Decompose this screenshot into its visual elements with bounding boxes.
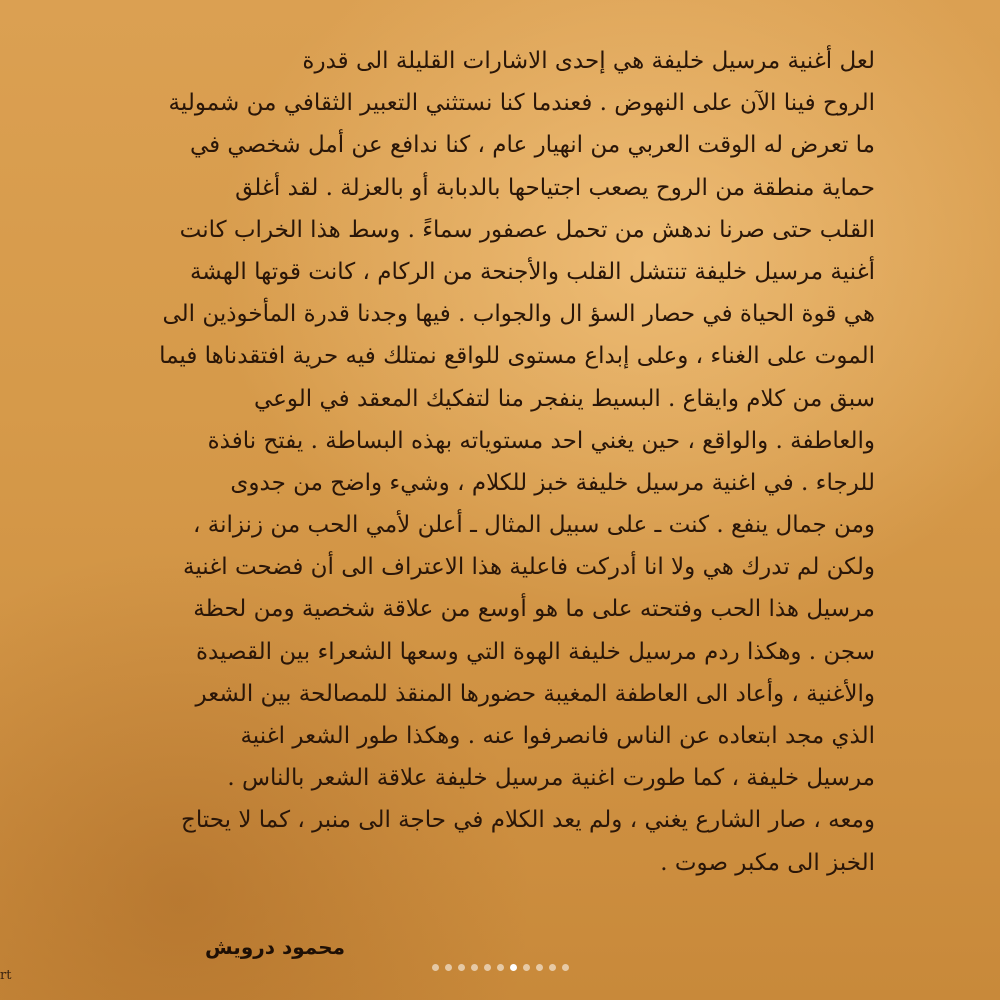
carousel-dot[interactable] <box>549 964 556 971</box>
carousel-dot[interactable] <box>497 964 504 971</box>
text-line: والأغنية ، وأعاد الى العاطفة المغيبة حضورها المنقذ للمصالحة بين الشعر <box>195 680 875 707</box>
text-line: والعاطفة . والواقع ، حين يغني احد مستوياته بهذه البساطة . يفتح نافذة <box>207 427 875 454</box>
text-line: ومن جمال ينفع . كنت ـ على سبيل المثال ـ أعلن لأمي الحب من زنزانة ، <box>193 512 875 539</box>
carousel-dot[interactable] <box>562 964 569 971</box>
carousel-dot-active[interactable] <box>510 964 517 971</box>
essay-text <box>115 40 875 884</box>
cropped-edge-text: rt <box>0 968 12 983</box>
author-signature: محمود درويش <box>205 935 345 959</box>
carousel-dot[interactable] <box>445 964 452 971</box>
text-line: مرسيل خليفة ، كما طورت اغنية مرسيل خليفة علاقة الشعر بالناس . <box>227 765 875 792</box>
text-line: ما تعرض له الوقت العربي من انهيار عام ، كنا ندافع عن أمل شخصي في <box>189 132 875 159</box>
text-line: ولكن لم تدرك هي ولا انا أدركت فاعلية هذا الاعتراف الى أن فضحت اغنية <box>183 554 875 581</box>
text-line: لعل أغنية مرسيل خليفة هي إحدى الاشارات القليلة الى قدرة <box>302 48 875 74</box>
carousel-indicator <box>0 964 1000 971</box>
text-line: القلب حتى صرنا ندهش من تحمل عصفور سماءً . وسط هذا الخراب كانت <box>179 216 875 243</box>
text-line: الروح فينا الآن على النهوض . فعندما كنا نستثني التعبير الثقافي من شمولية <box>168 90 875 117</box>
text-line: سبق من كلام وايقاع . البسيط ينفجر منا لتفكيك المعقد في الوعي <box>254 385 875 412</box>
text-line: سجن . وهكذا ردم مرسيل خليفة الهوة التي وسعها الشعراء بين القصيدة <box>195 638 875 665</box>
text-line: حماية منطقة من الروح يصعب اجتياحها بالدبابة أو بالعزلة . لقد أغلق <box>235 174 875 201</box>
text-line: هي قوة الحياة في حصار السؤ ال والجواب . فيها وجدنا قدرة المأخوذين الى <box>162 301 875 328</box>
carousel-dot[interactable] <box>523 964 530 971</box>
carousel-dot[interactable] <box>536 964 543 971</box>
text-line: الذي مجد ابتعاده عن الناس فانصرفوا عنه . وهكذا طور الشعر اغنية <box>240 723 875 749</box>
text-line: الخبز الى مكبر صوت . <box>660 849 875 876</box>
text-line: للرجاء . في اغنية مرسيل خليفة خبز للكلام ، وشيء واضح من جدوى <box>230 469 875 496</box>
text-line: ومعه ، صار الشارع يغني ، ولم يعد الكلام في حاجة الى منبر ، كما لا يحتاج <box>181 807 875 834</box>
carousel-dot[interactable] <box>432 964 439 971</box>
text-line: الموت على الغناء ، وعلى إبداع مستوى للواقع نمتلك فيه حرية افتقدناها فيما <box>159 343 875 370</box>
carousel-dot[interactable] <box>471 964 478 971</box>
text-line: أغنية مرسيل خليفة تنتشل القلب والأجنحة من الركام ، كانت قوتها الهشة <box>189 258 875 285</box>
carousel-dot[interactable] <box>484 964 491 971</box>
text-line: مرسيل هذا الحب وفتحته على ما هو أوسع من علاقة شخصية ومن لحظة <box>193 596 875 623</box>
carousel-dot[interactable] <box>458 964 465 971</box>
